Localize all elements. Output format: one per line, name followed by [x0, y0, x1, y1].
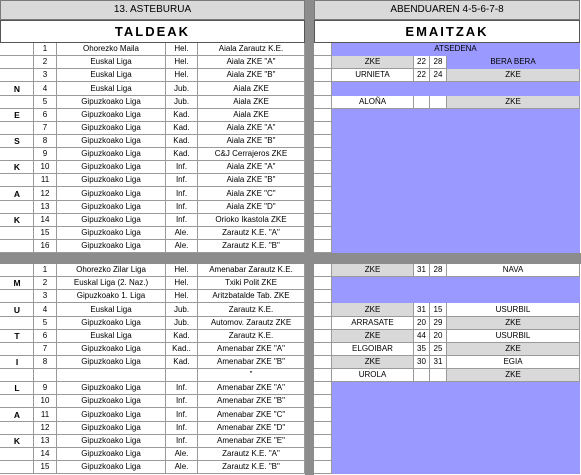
result-band	[332, 148, 580, 161]
team-name: Amenabar ZKE "B"	[198, 395, 305, 408]
result-band	[332, 461, 580, 474]
team-name: Aiala ZKE "B"	[198, 69, 305, 82]
team-name: Aiala ZKE	[198, 82, 305, 96]
result-gap	[314, 303, 332, 317]
row-letter-cell	[0, 96, 34, 109]
row-number: 10	[34, 395, 57, 408]
team-name: Aritzbatalde Tab. ZKE	[198, 290, 305, 303]
league-name: Gipuzkoako 1. Liga	[57, 290, 166, 303]
row-number: 6	[34, 109, 57, 122]
row-letter-cell	[0, 227, 34, 240]
away-score: 28	[430, 264, 447, 277]
row-number	[34, 369, 57, 382]
away-score: 25	[430, 343, 447, 356]
home-score: 30	[414, 356, 430, 369]
result-band	[332, 382, 580, 395]
team-name: Zarautz K.E.	[198, 303, 305, 317]
result-gap	[314, 382, 332, 395]
team-name: Amenabar ZKE "D"	[198, 422, 305, 435]
home-score	[414, 369, 430, 382]
result-band	[332, 187, 580, 201]
team-name: Aiala ZKE "B"	[198, 135, 305, 148]
result-gap	[314, 56, 332, 69]
row-letter-cell	[0, 461, 34, 474]
category: Jub.	[166, 96, 198, 109]
result-band	[332, 174, 580, 187]
league-name	[57, 369, 166, 382]
vertical-letter: U	[13, 304, 21, 315]
away-score	[430, 96, 447, 109]
result-gap	[314, 356, 332, 369]
league-name: Ohorezko Zilar Liga	[57, 264, 166, 277]
row-number: 5	[34, 96, 57, 109]
category: Hel.	[166, 290, 198, 303]
league-name: Gipuzkoako Liga	[57, 109, 166, 122]
team-name: Aiala ZKE "C"	[198, 187, 305, 201]
result-gap	[314, 290, 332, 303]
row-number: 4	[34, 82, 57, 96]
league-name: Euskal Liga (2. Naz.)	[57, 277, 166, 290]
league-name: Gipuzkoako Liga	[57, 148, 166, 161]
result-gap	[314, 201, 332, 214]
row-number: 7	[34, 122, 57, 135]
result-gap	[314, 277, 332, 290]
section-divider	[0, 253, 581, 264]
home-team: UROLA	[332, 369, 414, 382]
away-team: ZKE	[447, 317, 580, 330]
category: Jub.	[166, 317, 198, 330]
league-name: Gipuzkoako Liga	[57, 187, 166, 201]
row-number: 11	[34, 174, 57, 187]
vertical-letter: T	[14, 331, 20, 342]
row-number: 12	[34, 187, 57, 201]
row-letter-cell	[0, 122, 34, 135]
vertical-divider	[305, 0, 314, 475]
result-gap	[314, 43, 332, 56]
row-number: 14	[34, 448, 57, 461]
result-band	[332, 448, 580, 461]
away-team: ZKE	[447, 343, 580, 356]
result-band	[332, 422, 580, 435]
vertical-letter: A	[13, 188, 21, 199]
league-name: Euskal Liga	[57, 330, 166, 343]
away-score: 31	[430, 356, 447, 369]
result-gap	[314, 408, 332, 422]
team-name: Aiala ZKE "D"	[198, 201, 305, 214]
row-number: 2	[34, 277, 57, 290]
category: Inf.	[166, 174, 198, 187]
category: Hel.	[166, 264, 198, 277]
category: Inf.	[166, 382, 198, 395]
team-name: Orioko Ikastola ZKE	[198, 214, 305, 227]
row-number: 16	[34, 240, 57, 253]
category: Hel.	[166, 69, 198, 82]
result-gap	[314, 264, 332, 277]
home-score: 22	[414, 56, 430, 69]
result-gap	[314, 174, 332, 187]
league-name: Ohorezko Maila	[57, 43, 166, 56]
league-name: Gipuzkoako Liga	[57, 317, 166, 330]
row-letter-cell	[0, 56, 34, 69]
result-gap	[314, 69, 332, 82]
result-gap	[314, 161, 332, 174]
home-team: ZKE	[332, 303, 414, 317]
row-number: 3	[34, 290, 57, 303]
week-header: 13. ASTEBURUA	[0, 0, 305, 20]
row-number: 4	[34, 303, 57, 317]
row-letter-cell	[0, 317, 34, 330]
vertical-letter: I	[15, 357, 19, 368]
vertical-letter: K	[13, 436, 21, 447]
taldeak-title: TALDEAK	[0, 20, 305, 43]
row-number: 9	[34, 148, 57, 161]
result-band	[332, 135, 580, 148]
league-name: Gipuzkoako Liga	[57, 356, 166, 369]
result-band	[332, 435, 580, 448]
category: Inf.	[166, 422, 198, 435]
team-name: Aiala ZKE "B"	[198, 174, 305, 187]
league-name: Gipuzkoako Liga	[57, 435, 166, 448]
league-name: Gipuzkoako Liga	[57, 227, 166, 240]
home-score: 35	[414, 343, 430, 356]
row-letter-cell	[0, 290, 34, 303]
result-gap	[314, 214, 332, 227]
home-team: ZKE	[332, 264, 414, 277]
row-letter-cell	[0, 43, 34, 56]
league-name: Gipuzkoako Liga	[57, 408, 166, 422]
category: Kad.	[166, 356, 198, 369]
category: Hel.	[166, 56, 198, 69]
row-letter-cell	[0, 422, 34, 435]
away-team: NAVA	[447, 264, 580, 277]
result-gap	[314, 135, 332, 148]
away-team: ZKE	[447, 96, 580, 109]
team-name: Amenabar ZKE "B"	[198, 356, 305, 369]
result-gap	[314, 96, 332, 109]
category: Inf.	[166, 161, 198, 174]
category: Ale.	[166, 461, 198, 474]
category: Inf.	[166, 201, 198, 214]
row-number: 2	[34, 56, 57, 69]
row-number: 9	[34, 382, 57, 395]
result-gap	[314, 148, 332, 161]
home-score: 22	[414, 69, 430, 82]
category: Kad.	[166, 122, 198, 135]
category: Kad..	[166, 343, 198, 356]
team-name: Zarautz K.E. "A"	[198, 448, 305, 461]
result-gap	[314, 343, 332, 356]
team-name: Automov. Zarautz ZKE	[198, 317, 305, 330]
category	[166, 369, 198, 382]
row-letter-cell	[0, 264, 34, 277]
result-gap	[314, 422, 332, 435]
result-gap	[314, 317, 332, 330]
result-gap	[314, 122, 332, 135]
row-letter-cell	[0, 148, 34, 161]
vertical-letter: L	[14, 383, 20, 394]
team-name: Zarautz K.E.	[198, 330, 305, 343]
team-name: Aiala Zarautz K.E.	[198, 43, 305, 56]
home-score: 31	[414, 303, 430, 317]
league-name: Euskal Liga	[57, 82, 166, 96]
home-score	[414, 96, 430, 109]
team-name: Zarautz K.E. "B"	[198, 461, 305, 474]
home-team: ARRASATE	[332, 317, 414, 330]
league-name: Gipuzkoako Liga	[57, 343, 166, 356]
result-band	[332, 290, 580, 303]
result-gap	[314, 240, 332, 253]
team-name: Amenabar Zarautz K.E.	[198, 264, 305, 277]
category: Hel.	[166, 277, 198, 290]
row-number: 8	[34, 356, 57, 369]
result-band	[332, 82, 580, 96]
row-number: 5	[34, 317, 57, 330]
category: Kad.	[166, 330, 198, 343]
category: Ale.	[166, 227, 198, 240]
row-letter-cell	[0, 69, 34, 82]
category: Jub.	[166, 303, 198, 317]
result-band	[332, 161, 580, 174]
result-gap	[314, 461, 332, 474]
category: Inf.	[166, 187, 198, 201]
league-name: Gipuzkoako Liga	[57, 135, 166, 148]
home-team: ZKE	[332, 330, 414, 343]
team-name: Amenabar ZKE "C"	[198, 408, 305, 422]
result-gap	[314, 330, 332, 343]
team-name: Aiala ZKE "A"	[198, 122, 305, 135]
result-band	[332, 109, 580, 122]
home-team: ZKE	[332, 356, 414, 369]
row-number: 6	[34, 330, 57, 343]
league-name: Gipuzkoako Liga	[57, 96, 166, 109]
team-name: Amenabar ZKE "E"	[198, 435, 305, 448]
away-score	[430, 369, 447, 382]
home-team: ELGOIBAR	[332, 343, 414, 356]
category: Inf.	[166, 408, 198, 422]
home-team: ZKE	[332, 56, 414, 69]
league-name: Gipuzkoako Liga	[57, 201, 166, 214]
team-name: Zarautz K.E. "A"	[198, 227, 305, 240]
away-score: 29	[430, 317, 447, 330]
row-number: 10	[34, 161, 57, 174]
away-team: USURBIL	[447, 303, 580, 317]
vertical-letter: A	[13, 409, 21, 420]
team-name: Aiala ZKE "A"	[198, 56, 305, 69]
league-name: Gipuzkoako Liga	[57, 240, 166, 253]
row-number: 3	[34, 69, 57, 82]
vertical-letter: M	[13, 278, 21, 289]
row-number: 12	[34, 422, 57, 435]
home-score: 20	[414, 317, 430, 330]
vertical-letter: K	[13, 215, 21, 226]
result-gap	[314, 369, 332, 382]
result-gap	[314, 109, 332, 122]
home-team: URNIETA	[332, 69, 414, 82]
home-score: 44	[414, 330, 430, 343]
row-number: 7	[34, 343, 57, 356]
category: Ale.	[166, 448, 198, 461]
result-band	[332, 395, 580, 408]
result-band	[332, 277, 580, 290]
result-band	[332, 227, 580, 240]
category: Inf.	[166, 435, 198, 448]
category: Kad.	[166, 148, 198, 161]
result-gap	[314, 435, 332, 448]
row-number: 14	[34, 214, 57, 227]
team-name: Amenabar ZKE "A"	[198, 343, 305, 356]
category: Kad.	[166, 109, 198, 122]
team-name: Aiala ZKE "A"	[198, 161, 305, 174]
row-number: 13	[34, 201, 57, 214]
vertical-letter: K	[13, 162, 21, 173]
row-letter-cell	[0, 343, 34, 356]
row-letter-cell	[0, 201, 34, 214]
away-team: ZKE	[447, 369, 580, 382]
category: Ale.	[166, 240, 198, 253]
category: Inf.	[166, 214, 198, 227]
row-letter-cell	[0, 174, 34, 187]
away-score: 28	[430, 56, 447, 69]
away-team: BERA BERA	[447, 56, 580, 69]
result-gap	[314, 82, 332, 96]
away-team: USURBIL	[447, 330, 580, 343]
category: Inf.	[166, 395, 198, 408]
league-name: Gipuzkoako Liga	[57, 395, 166, 408]
league-name: Gipuzkoako Liga	[57, 448, 166, 461]
team-name: Zarautz K.E. "B"	[198, 240, 305, 253]
row-number: 11	[34, 408, 57, 422]
category: Hel.	[166, 43, 198, 56]
result-gap	[314, 227, 332, 240]
row-number: 15	[34, 227, 57, 240]
team-name: C&J Cerrajeros ZKE	[198, 148, 305, 161]
dates-header: ABENDUAREN 4-5-6-7-8	[314, 0, 580, 20]
away-score: 15	[430, 303, 447, 317]
league-name: Euskal Liga	[57, 303, 166, 317]
result-gap	[314, 187, 332, 201]
team-name: Aiala ZKE	[198, 109, 305, 122]
row-number: 1	[34, 264, 57, 277]
league-name: Gipuzkoako Liga	[57, 122, 166, 135]
away-team: EGIA	[447, 356, 580, 369]
emaitzak-title: EMAITZAK	[314, 20, 580, 43]
vertical-letter: E	[14, 110, 20, 121]
home-score: 31	[414, 264, 430, 277]
result-band	[332, 408, 580, 422]
result-gap	[314, 448, 332, 461]
home-team: ALOÑA	[332, 96, 414, 109]
result-band	[332, 240, 580, 253]
result-band: ATSEDENA	[332, 43, 580, 56]
row-letter-cell	[0, 240, 34, 253]
away-team: ZKE	[447, 69, 580, 82]
row-number: 13	[34, 435, 57, 448]
row-number: 1	[34, 43, 57, 56]
vertical-letter: N	[13, 83, 21, 94]
row-number: 15	[34, 461, 57, 474]
category: Jub.	[166, 82, 198, 96]
league-name: Euskal Liga	[57, 56, 166, 69]
team-name: "	[198, 369, 305, 382]
league-name: Gipuzkoako Liga	[57, 382, 166, 395]
category: Kad.	[166, 135, 198, 148]
league-name: Gipuzkoako Liga	[57, 174, 166, 187]
away-score: 24	[430, 69, 447, 82]
result-gap	[314, 395, 332, 408]
row-letter-cell	[0, 395, 34, 408]
team-name: Txiki Polit ZKE	[198, 277, 305, 290]
league-name: Euskal Liga	[57, 69, 166, 82]
league-name: Gipuzkoako Liga	[57, 422, 166, 435]
vertical-letter: S	[14, 136, 20, 147]
row-letter-cell	[0, 369, 34, 382]
result-band	[332, 214, 580, 227]
away-score: 20	[430, 330, 447, 343]
result-band	[332, 201, 580, 214]
row-number: 8	[34, 135, 57, 148]
result-band	[332, 122, 580, 135]
league-name: Gipuzkoako Liga	[57, 161, 166, 174]
team-name: Aiala ZKE	[198, 96, 305, 109]
row-letter-cell	[0, 448, 34, 461]
league-name: Gipuzkoako Liga	[57, 461, 166, 474]
league-name: Gipuzkoako Liga	[57, 214, 166, 227]
team-name: Amenabar ZKE "A"	[198, 382, 305, 395]
